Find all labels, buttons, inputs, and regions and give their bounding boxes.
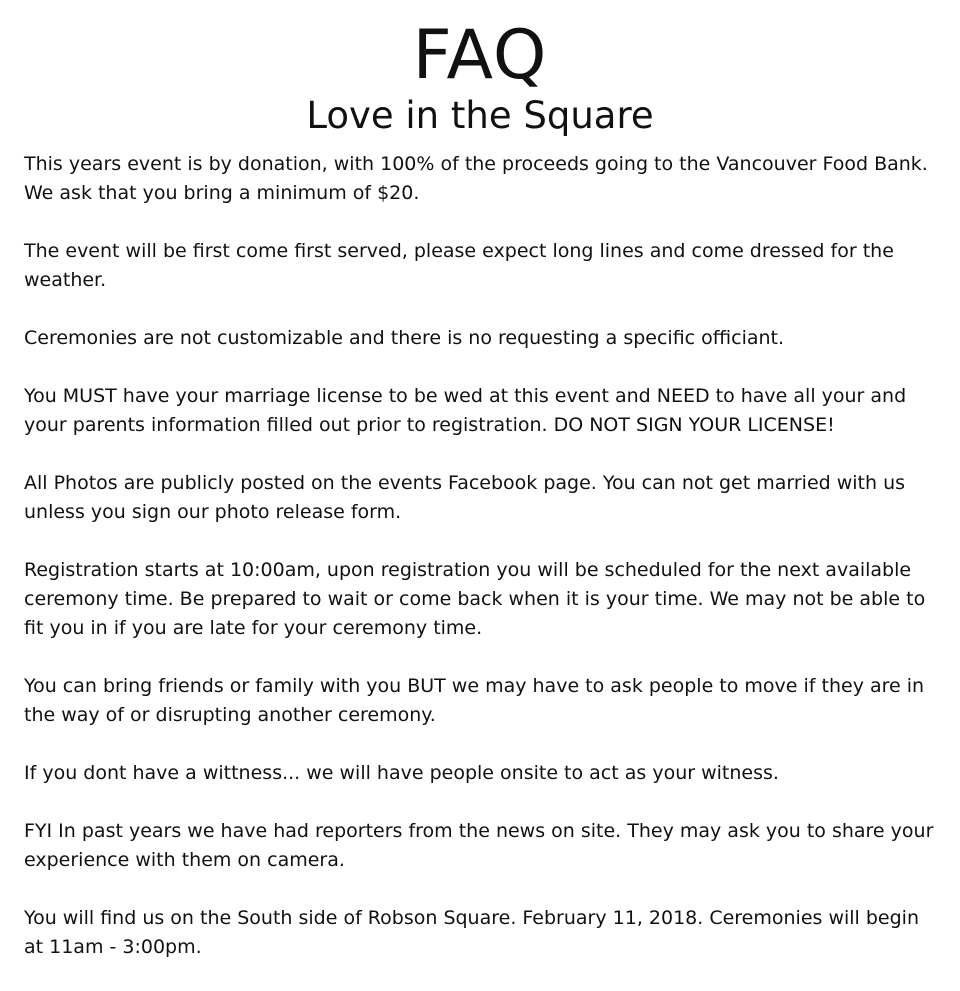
faq-item-guests: You can bring friends or family with you BUT we may have to ask people to move if they are in the way of or disrupting another ceremony. xyxy=(24,675,925,726)
faq-item-witness: If you dont have a wittness... we will have people onsite to act as your witness. xyxy=(24,762,779,784)
page-subtitle: Love in the Square xyxy=(306,94,654,137)
faq-item-location: You will find us on the South side of Robson Square. February 11, 2018. Ceremonies will begin at 11am - 3:00pm. xyxy=(24,907,919,958)
faq-item-license: You MUST have your marriage license to be wed at this event and NEED to have all your and your parents information filled out prior to registration. DO NOT SIGN YOUR LICENSE! xyxy=(24,385,907,436)
faq-item-registration: Registration starts at 10:00am, upon registration you will be scheduled for the next available ceremony time. Be prepared to wait or come back when it is your time. We may not be able to fit you in if you are late for your ceremony time. xyxy=(24,559,926,639)
page-title: FAQ xyxy=(412,16,548,95)
faq-item-donation: This years event is by donation, with 100% of the proceeds going to the Vancouver Food Bank. We ask that you bring a minimum of $20. xyxy=(24,153,928,204)
faq-item-first-come: The event will be first come first served, please expect long lines and come dressed for the weather. xyxy=(24,240,894,291)
faq-list xyxy=(24,150,944,991)
faq-item-ceremonies: Ceremonies are not customizable and there is no requesting a specific officiant. xyxy=(24,327,785,349)
faq-item-photos: All Photos are publicly posted on the events Facebook page. You can not get married with us unless you sign our photo release form. xyxy=(24,472,906,523)
faq-item-reporters: FYI In past years we have had reporters from the news on site. They may ask you to share your experience with them on camera. xyxy=(24,820,934,871)
